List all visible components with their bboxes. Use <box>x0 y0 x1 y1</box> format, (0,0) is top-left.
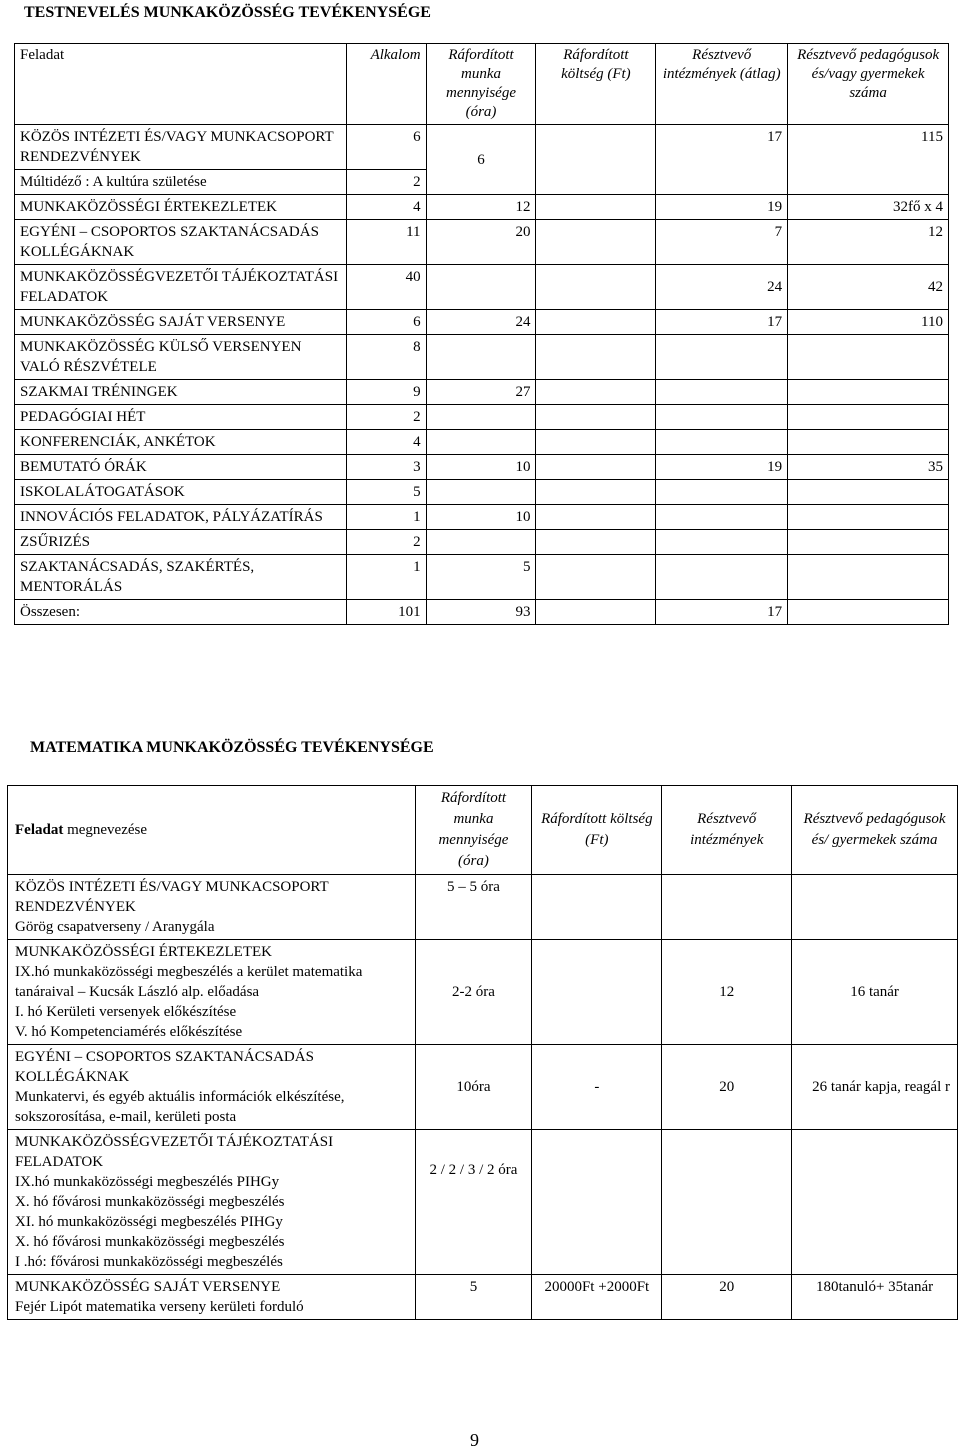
institutions-cell <box>662 1130 792 1275</box>
institutions-cell <box>656 335 788 380</box>
table-row <box>15 335 949 380</box>
task-cell: ISKOLALÁTOGATÁSOK <box>15 480 347 505</box>
cost-cell <box>536 125 656 195</box>
participants-cell: 180tanuló+ 35tanár <box>792 1275 958 1320</box>
sessions-cell: 9 <box>346 380 426 405</box>
institutions-cell <box>656 430 788 455</box>
task-line: V. hó Kompetenciamérés előkészítése <box>15 1024 243 1040</box>
table-row <box>15 195 949 220</box>
participants-cell: 42 <box>788 265 949 310</box>
sessions-cell: 8 <box>346 335 426 380</box>
participants-cell: 26 tanár kapja, reagál r <box>792 1045 958 1130</box>
institutions-cell <box>656 505 788 530</box>
cost-cell <box>532 940 662 1045</box>
task-cell: SZAKTANÁCSADÁS, SZAKÉRTÉS, MENTORÁLÁS <box>15 555 347 600</box>
table-row <box>15 555 949 600</box>
cost-cell <box>532 1130 662 1275</box>
cost-cell <box>536 380 656 405</box>
task-cell: KÖZÖS INTÉZETI ÉS/VAGY MUNKACSOPORT RENDEZVÉNYEK <box>15 125 347 170</box>
work-cell: 24 <box>426 310 536 335</box>
sessions-cell: 2 <box>346 530 426 555</box>
header-cost: Ráfordított költség (Ft) <box>536 44 656 125</box>
total-work: 93 <box>426 600 536 625</box>
task-cell: PEDAGÓGIAI HÉT <box>15 405 347 430</box>
participants-cell <box>788 335 949 380</box>
header-sessions: Alkalom <box>346 44 426 125</box>
task-line: KÖZÖS INTÉZETI ÉS/VAGY MUNKACSOPORT RENDEZVÉNYEK <box>15 879 329 915</box>
task-cell: Múltidéző : A kultúra születése <box>15 170 347 195</box>
task-line: IX.hó munkaközösségi megbeszélés PIHGy <box>15 1174 280 1190</box>
task-cell <box>8 1130 416 1275</box>
table-row <box>15 405 949 430</box>
table-row <box>15 380 949 405</box>
cost-cell <box>536 530 656 555</box>
header-task: Feladat <box>15 44 347 125</box>
institutions-cell <box>662 875 792 940</box>
task-line: I. hó Kerületi versenyek előkészítése <box>15 1004 237 1020</box>
table-row <box>15 430 949 455</box>
institutions-cell <box>656 480 788 505</box>
work-cell <box>426 430 536 455</box>
work-cell: 27 <box>426 380 536 405</box>
institutions-cell: 20 <box>662 1045 792 1130</box>
header-participants: Résztvevő pedagógusok és/ gyermekek száma <box>792 786 958 875</box>
participants-cell <box>788 505 949 530</box>
participants-cell <box>792 875 958 940</box>
work-cell: 5 <box>426 555 536 600</box>
testneveles-activity-table <box>14 43 949 625</box>
cost-cell <box>536 505 656 530</box>
sessions-cell: 40 <box>346 265 426 310</box>
table-row <box>8 1275 958 1320</box>
total-participants <box>788 600 949 625</box>
page-number: 9 <box>470 1430 479 1450</box>
header-task-bold: Feladat <box>15 821 64 838</box>
work-cell <box>426 265 536 310</box>
participants-cell: 16 tanár <box>792 940 958 1045</box>
sessions-cell: 4 <box>346 430 426 455</box>
institutions-cell: 12 <box>662 940 792 1045</box>
header-cost: Ráfordított költség (Ft) <box>532 786 662 875</box>
header-task-rest: megnevezése <box>63 821 148 838</box>
cost-cell <box>536 555 656 600</box>
work-cell: 6 <box>426 125 536 195</box>
participants-cell <box>792 1130 958 1275</box>
header-institutions: Résztvevő intézmények (átlag) <box>656 44 788 125</box>
total-cost <box>536 600 656 625</box>
task-cell: SZAKMAI TRÉNINGEK <box>15 380 347 405</box>
cost-cell <box>536 195 656 220</box>
task-cell: ZSŰRIZÉS <box>15 530 347 555</box>
work-cell <box>426 530 536 555</box>
sessions-cell: 4 <box>346 195 426 220</box>
sessions-cell: 3 <box>346 455 426 480</box>
table-row <box>8 875 958 940</box>
institutions-cell: 19 <box>656 455 788 480</box>
table-header-row <box>8 786 958 875</box>
task-line: MUNKAKÖZÖSSÉGVEZETŐI TÁJÉKOZTATÁSI FELADATOK <box>15 1134 334 1170</box>
institutions-cell: 17 <box>656 310 788 335</box>
sessions-cell: 1 <box>346 555 426 600</box>
participants-cell <box>788 530 949 555</box>
header-work: Ráfordított munka mennyisége (óra) <box>415 786 532 875</box>
institutions-cell: 7 <box>656 220 788 265</box>
task-cell: MUNKAKÖZÖSSÉG SAJÁT VERSENYE <box>15 310 347 335</box>
work-cell <box>426 480 536 505</box>
task-cell <box>8 940 416 1045</box>
participants-cell: 12 <box>788 220 949 265</box>
sessions-cell: 2 <box>346 170 426 195</box>
participants-cell: 32fő x 4 <box>788 195 949 220</box>
task-line: I .hó: fővárosi munkaközösségi megbeszélés <box>15 1254 283 1270</box>
task-line: Fejér Lipót matematika verseny kerületi forduló <box>15 1299 304 1315</box>
sessions-cell: 1 <box>346 505 426 530</box>
work-cell: 2 / 2 / 3 / 2 óra <box>415 1130 532 1275</box>
institutions-cell: 20 <box>662 1275 792 1320</box>
table-row <box>8 1130 958 1275</box>
cost-cell <box>532 875 662 940</box>
task-line: EGYÉNI – CSOPORTOS SZAKTANÁCSADÁS KOLLÉGÁKNAK <box>15 1049 314 1085</box>
work-cell: 5 <box>415 1275 532 1320</box>
cost-cell <box>536 335 656 380</box>
participants-cell: 110 <box>788 310 949 335</box>
task-cell: BEMUTATÓ ÓRÁK <box>15 455 347 480</box>
cost-cell: 20000Ft +2000Ft <box>532 1275 662 1320</box>
table-row <box>15 505 949 530</box>
task-line: Munkatervi, és egyéb aktuális információk elkészítése, sokszorosítása, e-mail, kerületi posta <box>15 1089 345 1125</box>
header-task <box>8 786 416 875</box>
participants-cell <box>788 480 949 505</box>
institutions-cell: 17 <box>656 125 788 195</box>
table-row <box>15 125 949 170</box>
work-cell: 5 – 5 óra <box>415 875 532 940</box>
cost-cell <box>536 310 656 335</box>
cost-cell <box>536 405 656 430</box>
table-row <box>8 1045 958 1130</box>
institutions-cell <box>656 405 788 430</box>
work-cell: 2-2 óra <box>415 940 532 1045</box>
institutions-cell <box>656 555 788 600</box>
cost-cell <box>536 430 656 455</box>
task-line: MUNKAKÖZÖSSÉG SAJÁT VERSENYE <box>15 1279 281 1295</box>
total-institutions: 17 <box>656 600 788 625</box>
header-institutions: Résztvevő intézmények <box>662 786 792 875</box>
task-cell: MUNKAKÖZÖSSÉGVEZETŐI TÁJÉKOZTATÁSI FELADATOK <box>15 265 347 310</box>
institutions-cell <box>656 380 788 405</box>
participants-cell <box>788 380 949 405</box>
work-cell: 20 <box>426 220 536 265</box>
participants-cell: 35 <box>788 455 949 480</box>
task-line: Görög csapatverseny / Aranygála <box>15 919 215 935</box>
sessions-cell: 5 <box>346 480 426 505</box>
table-row <box>15 530 949 555</box>
participants-cell <box>788 430 949 455</box>
task-cell: INNOVÁCIÓS FELADATOK, PÁLYÁZATÍRÁS <box>15 505 347 530</box>
work-cell <box>426 405 536 430</box>
task-line: MUNKAKÖZÖSSÉGI ÉRTEKEZLETEK <box>15 944 272 960</box>
table-total-row <box>15 600 949 625</box>
institutions-cell <box>656 530 788 555</box>
table-row <box>15 455 949 480</box>
table-row <box>15 265 949 310</box>
task-cell <box>8 875 416 940</box>
task-line: X. hó fővárosi munkaközösségi megbeszélés <box>15 1194 285 1210</box>
participants-cell <box>788 555 949 600</box>
header-participants: Résztvevő pedagógusok és/vagy gyermekek száma <box>788 44 949 125</box>
matematika-activity-table <box>7 785 958 1320</box>
task-cell: KONFERENCIÁK, ANKÉTOK <box>15 430 347 455</box>
task-line: IX.hó munkaközösségi megbeszélés a kerület matematika tanáraival – Kucsák László alp. előadása <box>15 964 363 1000</box>
sessions-cell: 2 <box>346 405 426 430</box>
institutions-cell: 24 <box>656 265 788 310</box>
cost-cell <box>536 480 656 505</box>
table-row <box>15 480 949 505</box>
section-title-testneveles: TESTNEVELÉS MUNKAKÖZÖSSÉG TEVÉKENYSÉGE <box>24 4 431 21</box>
table-header-row <box>15 44 949 125</box>
task-line: XI. hó munkaközösségi megbeszélés PIHGy <box>15 1214 283 1230</box>
cost-cell <box>536 265 656 310</box>
task-cell <box>8 1275 416 1320</box>
work-cell: 10óra <box>415 1045 532 1130</box>
participants-cell: 115 <box>788 125 949 195</box>
participants-cell <box>788 405 949 430</box>
sessions-cell: 11 <box>346 220 426 265</box>
institutions-cell: 19 <box>656 195 788 220</box>
sessions-cell: 6 <box>346 310 426 335</box>
total-sessions: 101 <box>346 600 426 625</box>
cost-cell: - <box>532 1045 662 1130</box>
task-cell: EGYÉNI – CSOPORTOS SZAKTANÁCSADÁS KOLLÉGÁKNAK <box>15 220 347 265</box>
work-cell: 10 <box>426 505 536 530</box>
cost-cell <box>536 455 656 480</box>
table-row <box>15 220 949 265</box>
sessions-cell: 6 <box>346 125 426 170</box>
total-label: Összesen: <box>15 600 347 625</box>
header-work: Ráfordított munka mennyisége (óra) <box>426 44 536 125</box>
task-cell <box>8 1045 416 1130</box>
task-cell: MUNKAKÖZÖSSÉGI ÉRTEKEZLETEK <box>15 195 347 220</box>
table-row <box>8 940 958 1045</box>
task-line: X. hó fővárosi munkaközösségi megbeszélés <box>15 1234 285 1250</box>
work-cell <box>426 335 536 380</box>
table-row <box>15 310 949 335</box>
cost-cell <box>536 220 656 265</box>
work-cell: 12 <box>426 195 536 220</box>
section-title-matematika: MATEMATIKA MUNKAKÖZÖSSÉG TEVÉKENYSÉGE <box>30 739 434 756</box>
task-cell: MUNKAKÖZÖSSÉG KÜLSŐ VERSENYEN VALÓ RÉSZVÉTELE <box>15 335 347 380</box>
work-cell: 10 <box>426 455 536 480</box>
